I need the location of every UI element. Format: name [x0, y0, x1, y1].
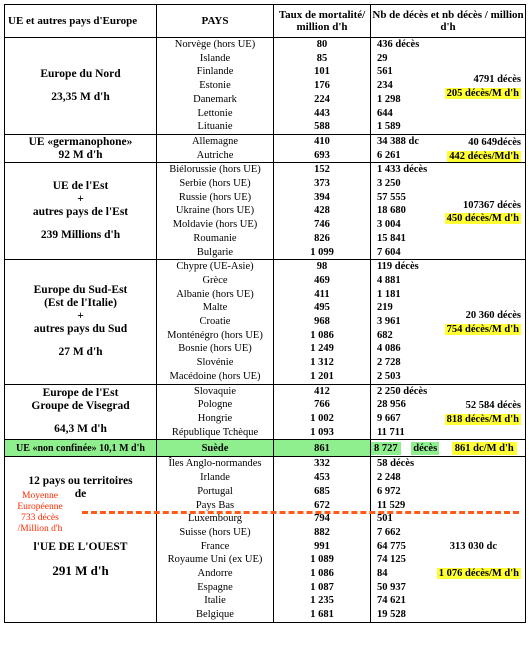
mortality-rate: 412: [314, 385, 330, 397]
region-title-line: +: [77, 193, 84, 206]
death-count: 1 433 décès: [377, 164, 428, 176]
mortality-rate: 1 235: [310, 595, 334, 607]
deaths-list: [371, 38, 526, 135]
region-cell: [5, 384, 157, 440]
group-total-deaths: 4791 décès: [473, 74, 521, 86]
country-name: Norvège (hors UE): [174, 39, 256, 50]
group-total-rate: 818 décès/M d'h: [446, 413, 519, 425]
region-cell: [5, 134, 157, 162]
mortality-rate: 469: [314, 274, 330, 286]
header-deaths: Nb de décès et nb décès / million d'h: [371, 5, 526, 38]
mortality-rate: 1 002: [310, 412, 334, 424]
mortality-rate: 373: [314, 178, 330, 190]
death-count: 15 841: [377, 232, 406, 244]
death-count: 234: [377, 80, 393, 92]
death-count: 57 555: [377, 191, 406, 203]
death-count: 682: [377, 329, 393, 341]
country-name: Royaume Uni (ex UE): [167, 554, 263, 566]
country-name: Hongrie: [197, 412, 233, 424]
country-name: Portugal: [197, 485, 233, 497]
death-count: 644: [377, 107, 393, 119]
region-group: [5, 134, 526, 162]
group-total-deaths: 40 649décès: [468, 136, 521, 148]
country-name: Allemagne: [191, 135, 239, 147]
country-name: Russie (hors UE): [178, 191, 252, 203]
country-name: Roumanie: [193, 232, 237, 244]
country-name: Danemark: [193, 93, 237, 105]
region-title-line: +: [77, 310, 84, 323]
region-group: [5, 260, 526, 384]
death-count: 2 250 décès: [377, 385, 428, 397]
mortality-rate: 152: [314, 164, 330, 176]
country-name: Chypre (UE-Asie): [176, 261, 254, 273]
country-name: Espagne: [197, 581, 233, 593]
deaths-list: [371, 260, 526, 384]
mortality-rate: 1 681: [310, 609, 334, 621]
mortality-rate: 1 201: [310, 370, 334, 382]
country-name: Finlande: [196, 66, 234, 78]
mortality-rate: 685: [314, 485, 330, 497]
country-name: Estonie: [199, 80, 231, 92]
mortality-rate: 746: [314, 219, 330, 231]
death-count: 64 775: [377, 540, 406, 552]
country-name: Suisse (hors UE): [179, 526, 251, 538]
mortality-rate: 394: [314, 191, 330, 203]
region-title-line: (Est de l'Italie): [44, 297, 117, 310]
header-rate: Taux de mortalité/ million d'h: [274, 5, 371, 38]
death-count: 74 621: [377, 595, 406, 607]
sweden-label: UE «non confinée» 10,1 M d'h: [5, 440, 157, 457]
region-title-line: [5, 336, 156, 346]
mortality-rate: 453: [314, 472, 330, 484]
country-name: Monténégro (hors UE): [167, 329, 263, 341]
mortality-rate: 1 089: [310, 554, 334, 566]
mortality-rate: 991: [314, 540, 330, 552]
group-total-deaths: 52 584 décès: [465, 400, 521, 412]
header-country: PAYS: [157, 5, 274, 38]
region-title-line: 64,3 M d'h: [54, 423, 107, 436]
mortality-rate: 1 312: [310, 357, 334, 369]
region-title-line: autres pays de l'Est: [32, 206, 129, 219]
death-count: 561: [377, 66, 393, 78]
death-count: 501: [377, 513, 393, 525]
region-title-line: [5, 219, 156, 229]
country-name: Bulgarie: [196, 246, 234, 258]
mortality-rate: 80: [316, 39, 328, 50]
mortality-rate: 411: [314, 288, 330, 300]
deaths-list: [371, 163, 526, 260]
country-list: [157, 163, 274, 260]
region-group: [5, 163, 526, 260]
region-title-line: 92 M d'h: [58, 148, 103, 161]
region-title-line: [5, 81, 156, 91]
region-title-line: UE de l'Est: [52, 180, 109, 193]
death-count: 2 248: [377, 472, 401, 484]
mortality-rate: 495: [314, 302, 330, 314]
sweden-deaths-cell: [371, 440, 526, 457]
mortality-rate: 224: [314, 93, 330, 105]
country-name: Luxembourg: [187, 513, 243, 525]
mortality-rate: 1 086: [310, 329, 334, 341]
mortality-rate: 882: [314, 526, 330, 538]
country-name: France: [200, 540, 230, 552]
death-count: 4 086: [377, 343, 401, 355]
region-cell: [5, 163, 157, 260]
mortality-rate: 1 087: [310, 581, 334, 593]
sweden-deaths: 8 727: [371, 442, 401, 455]
death-count: 1 589: [377, 121, 401, 133]
country-list: [157, 260, 274, 384]
country-name: Irlande: [200, 472, 230, 484]
mortality-rate: 794: [314, 513, 330, 525]
sweden-country: Suède: [157, 440, 274, 457]
death-count: 29: [377, 52, 388, 64]
region-title-line: Groupe de Visegrad: [31, 400, 130, 413]
european-average-label: Moyenne Européenne 733 décès /Million d'h: [17, 491, 63, 535]
mortality-rate: 443: [314, 107, 330, 119]
mortality-rate: 176: [314, 80, 330, 92]
mortality-rate: 672: [314, 499, 330, 511]
sweden-row: [5, 440, 526, 457]
death-count: 119 décès: [377, 261, 419, 273]
country-list: [157, 38, 274, 135]
header-row: [5, 5, 526, 38]
country-name: Pays Bas: [195, 499, 235, 511]
region-cell: [5, 260, 157, 384]
rate-list: [274, 163, 371, 260]
country-name: Grèce: [202, 274, 228, 286]
west-total-deaths: 313 030 dc: [449, 540, 497, 552]
death-count: 7 662: [377, 526, 401, 538]
country-name: Serbie (hors UE): [179, 178, 251, 190]
country-name: Îles Anglo-normandes: [168, 458, 262, 470]
sweden-deaths-word: décès: [413, 442, 438, 454]
death-count: 436 décès: [377, 39, 420, 50]
death-count: 18 680: [377, 205, 406, 217]
mortality-rate: 968: [314, 316, 330, 328]
death-count: 1 298: [377, 93, 401, 105]
west-countries: [157, 457, 274, 622]
country-name: Pologne: [197, 399, 233, 411]
death-count: 219: [377, 302, 393, 314]
west-title-main: l'UE DE L'OUEST: [33, 541, 128, 554]
group-total-deaths: 20 360 décès: [465, 310, 521, 322]
rate-list: [274, 384, 371, 440]
death-count: 6 972: [377, 485, 401, 497]
country-list: [157, 134, 274, 162]
mortality-table: [4, 4, 526, 623]
west-region-cell: [5, 457, 157, 622]
region-title-line: [5, 413, 156, 423]
rate-list: [274, 134, 371, 162]
country-name: Malte: [202, 302, 228, 314]
country-name: Autriche: [196, 149, 234, 161]
region-title-line: Europe de l'Est: [42, 387, 119, 400]
country-name: Lettonie: [197, 107, 233, 119]
west-deaths: [371, 457, 526, 622]
country-name: Biélorussie (hors UE): [169, 164, 261, 176]
group-total-rate: 442 décès/Md'h: [449, 150, 519, 162]
death-count: 58 décès: [377, 458, 415, 470]
death-count: 4 881: [377, 274, 401, 286]
mortality-rate: 766: [314, 399, 330, 411]
country-name: Andorre: [197, 568, 233, 580]
mortality-rate: 428: [314, 205, 330, 217]
west-title-pop: 291 M d'h: [52, 563, 109, 579]
west-group: [5, 457, 526, 622]
rate-list: [274, 260, 371, 384]
death-count: 1 181: [377, 288, 401, 300]
mortality-rate: 588: [314, 121, 330, 133]
rate-list: [274, 38, 371, 135]
country-name: Italie: [204, 595, 226, 607]
country-name: Slovaquie: [194, 385, 236, 397]
death-count: 28 956: [377, 399, 406, 411]
west-title-de: de: [74, 488, 87, 501]
death-count: 11 529: [377, 499, 406, 511]
country-name: Lituanie: [197, 121, 233, 133]
country-name: République Tchèque: [171, 426, 259, 438]
region-group: [5, 384, 526, 440]
death-count: 7 604: [377, 246, 401, 258]
region-title-line: autres pays du Sud: [33, 323, 128, 336]
deaths-list: [371, 134, 526, 162]
country-name: Macédoine (hors UE): [169, 370, 261, 382]
country-name: Islande: [199, 52, 231, 64]
region-cell: [5, 38, 157, 135]
mortality-rate: 101: [314, 66, 330, 78]
sweden-rate: 861: [274, 440, 371, 457]
mortality-rate: 98: [316, 261, 328, 273]
region-title-line: 239 Millions d'h: [40, 229, 121, 242]
country-list: [157, 384, 274, 440]
death-count: 11 711: [377, 426, 405, 438]
region-group: [5, 38, 526, 135]
country-name: Bosnie (hors UE): [178, 343, 252, 355]
country-name: Albanie (hors UE): [176, 288, 254, 300]
european-average-line: [82, 511, 519, 514]
mortality-rate: 410: [314, 135, 330, 147]
mortality-rate: 332: [314, 458, 330, 470]
sweden-deaths-rate: 861 dc/M d'h: [452, 442, 517, 455]
country-name: Slovénie: [196, 357, 234, 369]
mortality-rate: 1 086: [310, 568, 334, 580]
death-count: 84: [377, 568, 388, 580]
death-count: 6 261: [377, 149, 401, 161]
mortality-rate: 693: [314, 149, 330, 161]
country-name: Belgique: [196, 609, 234, 621]
mortality-rate: 1 093: [310, 426, 334, 438]
group-total-deaths: 107367 décès: [462, 199, 521, 211]
death-count: 3 004: [377, 219, 401, 231]
death-count: 34 388 dc: [377, 135, 419, 147]
death-count: 74 125: [377, 554, 406, 566]
region-title-line: UE «germanophone»: [28, 135, 133, 148]
death-count: 2 728: [377, 357, 401, 369]
death-count: 3 961: [377, 316, 401, 328]
region-title-line: 27 M d'h: [58, 346, 103, 359]
death-count: 9 667: [377, 412, 401, 424]
death-count: 2 503: [377, 370, 401, 382]
mortality-rate: 1 099: [310, 246, 334, 258]
group-total-rate: 205 décès/M d'h: [446, 87, 519, 99]
death-count: 19 528: [377, 609, 406, 621]
region-title-line: Europe du Sud-Est: [33, 284, 128, 297]
country-name: Croatie: [199, 316, 231, 328]
west-rates: [274, 457, 371, 622]
death-count: 3 250: [377, 178, 401, 190]
country-name: Ukraine (hors UE): [175, 205, 255, 217]
group-total-rate: 754 décès/M d'h: [446, 323, 519, 335]
region-title-line: Europe du Nord: [40, 67, 121, 80]
west-total-rate: 1 076 décès/M d'h: [438, 568, 519, 580]
deaths-list: [371, 384, 526, 440]
mortality-rate: 826: [314, 232, 330, 244]
group-total-rate: 450 décès/M d'h: [446, 213, 519, 225]
header-region: UE et autres pays d'Europe: [5, 5, 157, 38]
death-count: 50 937: [377, 581, 406, 593]
country-name: Moldavie (hors UE): [172, 219, 258, 231]
region-title-line: 23,35 M d'h: [51, 90, 110, 103]
mortality-rate: 85: [316, 52, 328, 64]
mortality-rate: 1 249: [310, 343, 334, 355]
west-title-top: 12 pays ou territoires: [28, 475, 133, 488]
